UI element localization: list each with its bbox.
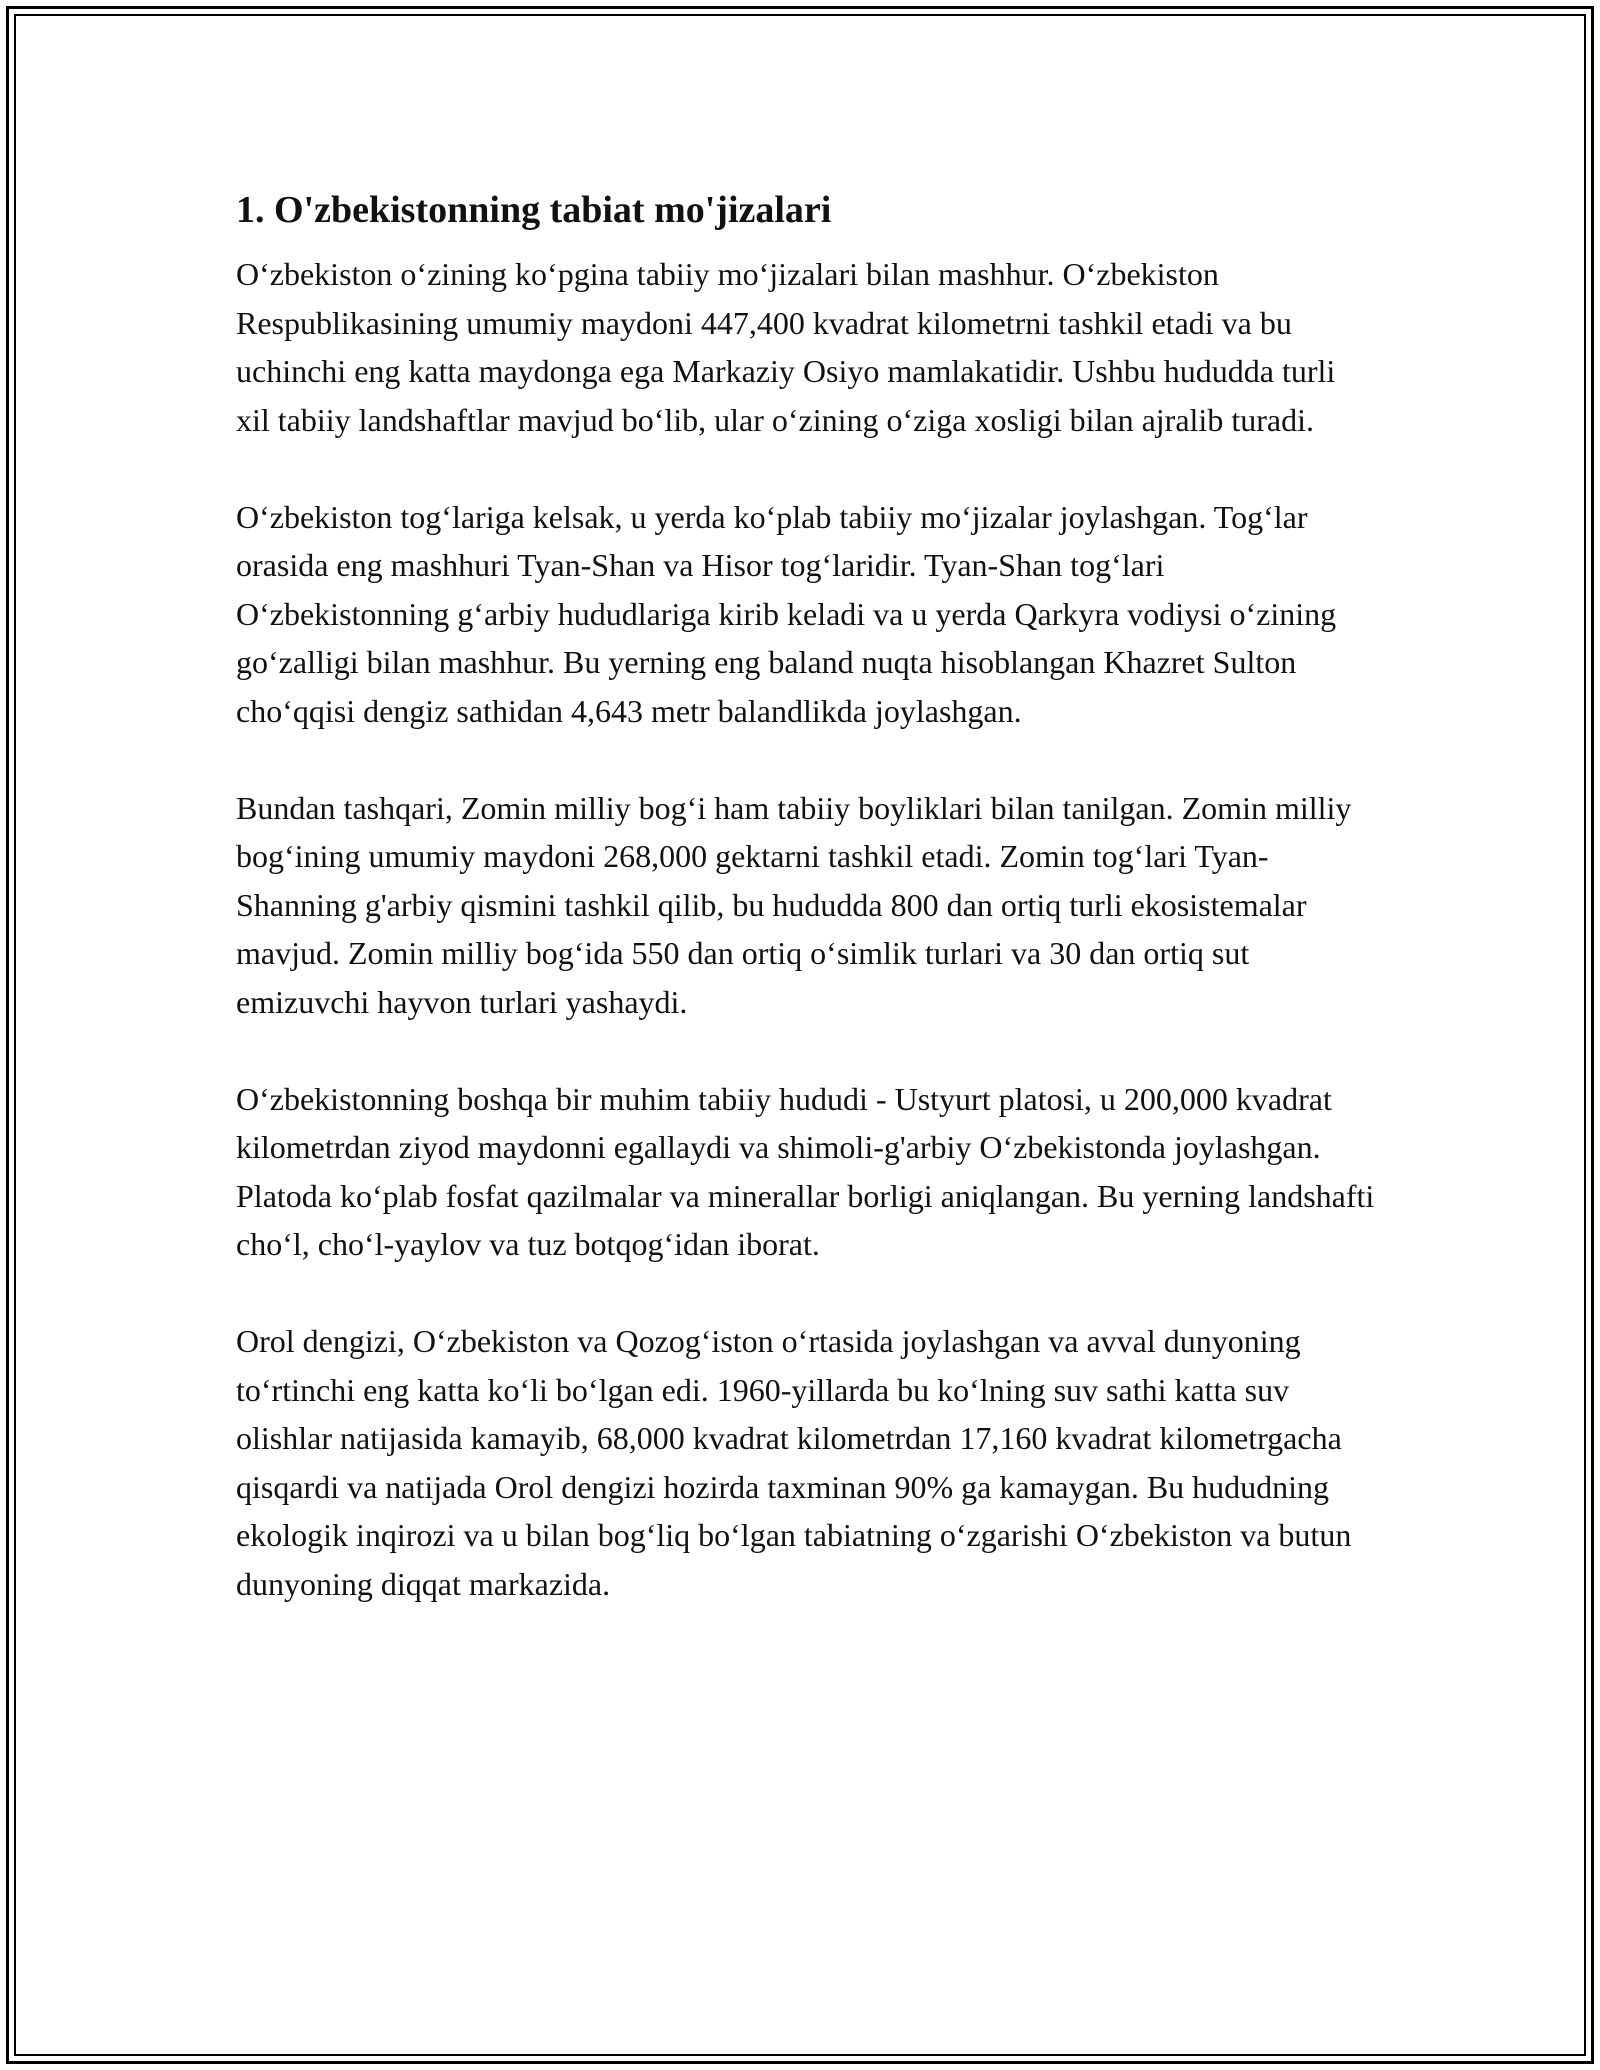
paragraph-ustyurt-plateau: O‘zbekistonning boshqa bir muhim tabiiy hududi - Ustyurt platosi, u 200,000 kvadrat kilometrdan ziyod maydonni egallaydi va shimoli-g'arbiy O‘zbekistonda joylashgan. Platoda ko‘plab fosfat qazilmalar va minerallar borligi aniqlangan. Bu yerning landshafti cho‘l, cho‘l-yaylov va tuz botqog‘idan iborat. [236,1080,1375,1262]
paragraph-mountains: O‘zbekiston tog‘lariga kelsak, u yerda ko‘plab tabiiy mo‘jizalar joylashgan. Tog‘lar orasida eng mashhuri Tyan-Shan va Hisor tog‘laridir. Tyan-Shan tog‘lari O‘zbekistonning g‘arbiy hududlariga kirib keladi va u yerda Qarkyra vodiysi o‘zining go‘zalligi bilan mashhur. Bu yerning eng baland nuqta hisoblangan Khazret Sulton cho‘qqisi dengiz sathidan 4,643 metr balandlikda joylashgan. [236,498,1337,729]
document-body [236,186,1376,1657]
paragraph-aral-sea: Orol dengizi, O‘zbekiston va Qozog‘iston o‘rtasida joylashgan va avval dunyoning to‘rtinchi eng katta ko‘li bo‘lgan edi. 1960-yillarda bu ko‘lning suv sathi katta suv olishlar natijasida kamayib, 68,000 kvadrat kilometrdan 17,160 kvadrat kilometrgacha qisqardi va natijada Orol dengizi hozirda taxminan 90% ga kamaygan. Bu hududning ekologik inqirozi va u bilan bog‘liq bo‘lgan tabiatning o‘zgarishi O‘zbekiston va butun dunyoning diqqat markazida. [236,1323,1352,1602]
paragraph-intro: O‘zbekiston o‘zining ko‘pgina tabiiy mo‘jizalari bilan mashhur. O‘zbekiston Respublikasining umumiy maydoni 447,400 kvadrat kilometrni tashkil etadi va bu uchinchi eng katta maydonga ega Markaziy Osiyo mamlakatidir. Ushbu hududda turli xil tabiiy landshaftlar mavjud bo‘lib, ular o‘zining o‘ziga xosligi bilan ajralib turadi. [236,256,1336,438]
paragraph-zomin-park: Bundan tashqari, Zomin milliy bog‘i ham tabiiy boyliklari bilan tanilgan. Zomin milliy bog‘ining umumiy maydoni 268,000 gektarni tashkil etadi. Zomin tog‘lari Tyan-Shanning g'arbiy qismini tashkil qilib, bu hududda 800 dan ortiq turli ekosistemalar mavjud. Zomin milliy bog‘ida 550 dan ortiq o‘simlik turlari va 30 dan ortiq sut emizuvchi hayvon turlari yashaydi. [236,789,1352,1020]
section-heading: 1. O'zbekistonning tabiat mo'jizalari [236,189,832,231]
